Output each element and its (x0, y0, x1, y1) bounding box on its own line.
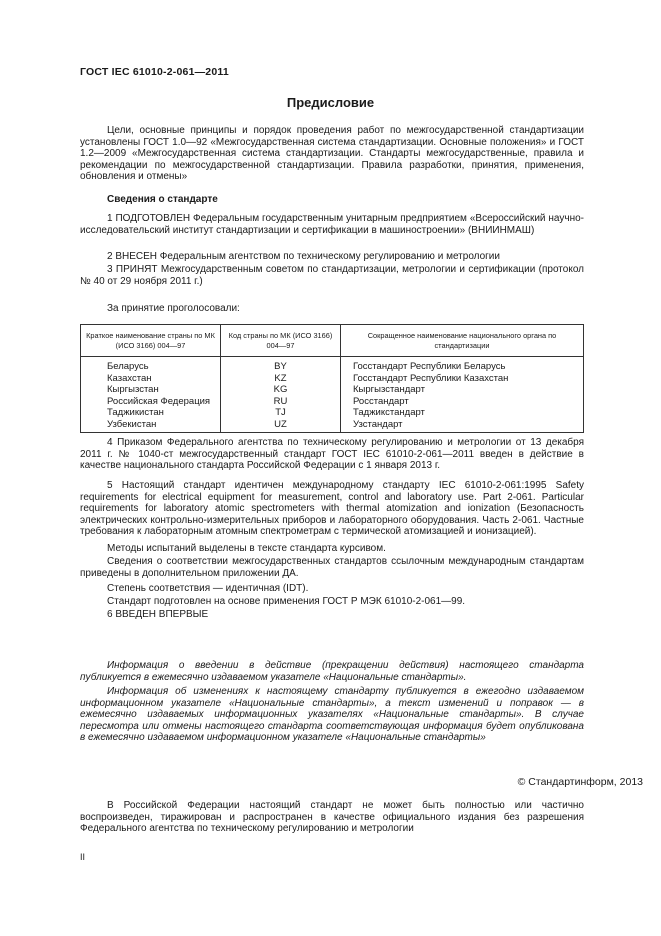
table-cell-country: Таджикистан (81, 407, 221, 419)
table-cell-code: KZ (221, 373, 341, 385)
item-5-paragraph: 5 Настоящий стандарт идентичен международному стандарту IEC 61010-2-061:1995 Safety requirements for electrical equipment for measurement, control and laboratory use. Part 2-061. Particular requirements for laboratory atomic spectrometers with thermal atomization and ionization (Безопасность электрических контрольно-измерительных приборов и лабораторного оборудования. Часть 2-061. Частные требования к лабораторным атомным спектрометрам с термической атомизацией и ионизацией). (80, 480, 584, 538)
voting-table (80, 324, 584, 433)
table-header-row (81, 325, 584, 357)
item-3-paragraph: 3 ПРИНЯТ Межгосударственным советом по стандартизации, метрологии и сертификации (протокол № 40 от 29 ноября 2011 г.) (80, 264, 584, 287)
page-number: II (80, 852, 86, 862)
table-cell-code: BY (221, 357, 341, 373)
table-cell-country: Узбекистан (81, 419, 221, 433)
item-1-paragraph: 1 ПОДГОТОВЛЕН Федеральным государственным унитарным предприятием «Всероссийский научно-исследовательский институт стандартизации и сертификации в машиностроении» (ВНИИНМАШ) (80, 213, 584, 236)
table-cell-code: UZ (221, 419, 341, 433)
table-row (81, 373, 584, 385)
notice-2-paragraph: Информация об изменениях к настоящему стандарту публикуется в ежегодно издаваемом информационном указателе «Национальные стандарты», а текст изменений и поправок — в ежемесячно издаваемых информационных указателях «Национальные стандарты». В случае пересмотра или отмены настоящего стандарта соответствующая информация будет опубликована в ежемесячно издаваемом информационном указателе «Национальные стандарты» (80, 686, 584, 744)
table-row (81, 419, 584, 433)
copyright-line: © Стандартинформ, 2013 (517, 776, 643, 788)
item-2-paragraph: 2 ВНЕСЕН Федеральным агентством по техническому регулированию и метрологии (107, 251, 500, 262)
table-row (81, 407, 584, 419)
table-header-country: Краткое наименование страны по МК (ИСО 3166) 004—97 (81, 325, 221, 357)
info-heading: Сведения о стандарте (107, 194, 218, 205)
voted-label: За принятие проголосовали: (107, 303, 240, 314)
table-cell-code: RU (221, 396, 341, 408)
intro-paragraph: Цели, основные принципы и порядок проведения работ по межгосударственной стандартизации установлены ГОСТ 1.0—92 «Межгосударственная система стандартизации. Основные положения» и ГОСТ 1.2—2009 «Межгосударственная система стандартизации. Стандарты межгосударственные, правила и рекомендации по межгосударственной стандартизации. Правила разработки, принятия, применения, обновления и отмены» (80, 125, 584, 183)
table-row (81, 384, 584, 396)
table-cell-code: TJ (221, 407, 341, 419)
table-row (81, 357, 584, 373)
table-cell-body: Узстандарт (341, 419, 584, 433)
table-cell-body: Госстандарт Республики Казахстан (341, 373, 584, 385)
table-cell-code: KG (221, 384, 341, 396)
notice-1-paragraph: Информация о введении в действие (прекращении действия) настоящего стандарта публикуется в ежемесячно издаваемом указателе «Национальные стандарты». (80, 660, 584, 683)
item-6-paragraph: 6 ВВЕДЕН ВПЕРВЫЕ (107, 609, 209, 620)
methods-paragraph: Методы испытаний выделены в тексте стандарта курсивом. (107, 543, 386, 554)
degree-paragraph: Степень соответствия — идентичная (IDT). (107, 583, 309, 594)
table-cell-country: Российская Федерация (81, 396, 221, 408)
table-row (81, 396, 584, 408)
table-cell-country: Казахстан (81, 373, 221, 385)
prepared-paragraph: Стандарт подготовлен на основе применения ГОСТ Р МЭК 61010-2-061—99. (107, 596, 466, 607)
standard-header: ГОСТ IEC 61010-2-061—2011 (80, 66, 229, 78)
table-cell-country: Кыргызстан (81, 384, 221, 396)
table-cell-body: Таджикстандарт (341, 407, 584, 419)
table-cell-body: Росстандарт (341, 396, 584, 408)
table-header-code: Код страны по МК (ИСО 3166) 004—97 (221, 325, 341, 357)
correspondence-paragraph: Сведения о соответствии межгосударственных стандартов ссылочным международным стандартам приведены в дополнительном приложении ДА. (80, 556, 584, 579)
table-header-body: Сокращенное наименование национального органа по стандартизации (341, 325, 584, 357)
table-cell-body: Госстандарт Республики Беларусь (341, 357, 584, 373)
table-cell-country: Беларусь (81, 357, 221, 373)
legal-paragraph: В Российской Федерации настоящий стандарт не может быть полностью или частично воспроизведен, тиражирован и распространен в качестве официального издания без разрешения Федерального агентства по техническому регулированию и метрологии (80, 800, 584, 835)
page-title: Предисловие (286, 95, 375, 110)
table-cell-body: Кыргызстандарт (341, 384, 584, 396)
item-4-paragraph: 4 Приказом Федерального агентства по техническому регулированию и метрологии от 13 декабря 2011 г. № 1040-ст межгосударственный стандарт ГОСТ IEC 61010-2-061—2011 введен в действие в качестве национального стандарта Российской Федерации с 1 января 2013 г. (80, 437, 584, 472)
